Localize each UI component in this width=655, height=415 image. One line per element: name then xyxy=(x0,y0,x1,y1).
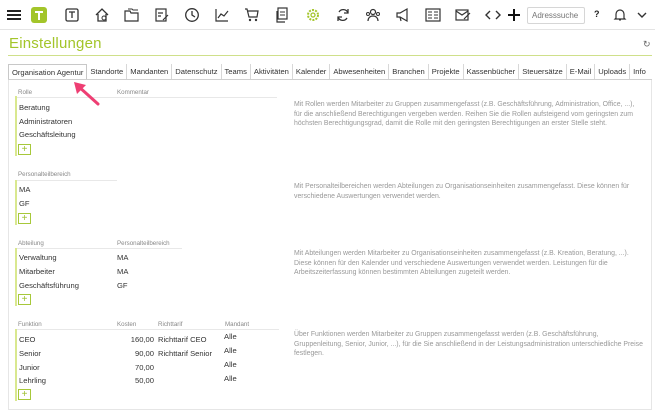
table-row-mandant: Alle xyxy=(224,360,237,369)
app-logo-icon[interactable] xyxy=(31,7,47,23)
list-item[interactable]: MA xyxy=(19,185,31,194)
table-row-mandant: Alle xyxy=(224,332,237,341)
envelope-edit-icon[interactable] xyxy=(455,7,471,23)
annotation-arrow xyxy=(72,80,102,110)
table-row-richttarif: Richttarif CEO xyxy=(158,335,207,344)
abteilung-bereich-header: Personalteilbereich xyxy=(117,240,170,247)
section-accent-bar xyxy=(15,329,17,401)
chevron-down-icon[interactable] xyxy=(634,7,650,23)
list-item[interactable]: Administratoren xyxy=(19,117,73,126)
tab-email[interactable]: E-Mail xyxy=(567,64,596,80)
table-row-kosten: 50,00 xyxy=(134,376,154,385)
tab-mandanten[interactable]: Mandanten xyxy=(127,64,172,80)
tab-teams[interactable]: Teams xyxy=(222,64,251,80)
tab-organisation-agentur[interactable]: Organisation Agentur xyxy=(8,64,87,80)
sync-icon[interactable] xyxy=(335,7,351,23)
section-accent-bar xyxy=(15,96,17,156)
table-row-name[interactable]: Junior xyxy=(19,363,40,372)
personalteilbereich-header: Personalteilbereich xyxy=(18,171,71,178)
search-input[interactable] xyxy=(527,7,585,24)
list-item[interactable]: GF xyxy=(19,199,30,208)
bell-icon[interactable] xyxy=(612,7,628,23)
calculator-icon[interactable] xyxy=(425,7,441,23)
add-rolle-button[interactable]: + xyxy=(18,144,31,155)
clock-icon[interactable] xyxy=(184,7,200,23)
tab-kassenbuecher[interactable]: Kassenbücher xyxy=(464,64,520,80)
table-row-bereich: MA xyxy=(117,267,129,276)
richttarif-header: Richttarif xyxy=(158,321,183,328)
add-abteilung-button[interactable]: + xyxy=(18,294,31,305)
table-row-bereich: GF xyxy=(117,281,128,290)
header-divider xyxy=(17,248,182,249)
line-chart-icon[interactable] xyxy=(214,7,230,23)
tab-branchen[interactable]: Branchen xyxy=(389,64,429,80)
header-divider xyxy=(17,97,277,98)
refresh-icon[interactable]: ↻ xyxy=(643,39,651,49)
funktion-description: Über Funktionen werden Mitarbeiter zu Gruppen zusammengefasst werden (z.B. Geschäftsführung, Gruppenleitung, Senior, Junior, ...), für die Sie anschließend in der Leistungsadministration unterschiedliche Preise festlegen. xyxy=(294,331,643,357)
tab-aktivitaeten[interactable]: Aktivitäten xyxy=(251,64,293,80)
tab-info[interactable]: Info xyxy=(633,67,646,76)
mandant-header: Mandant xyxy=(225,321,250,328)
kommentar-header: Kommentar xyxy=(117,89,149,96)
clipboard-edit-icon[interactable] xyxy=(154,7,170,23)
tab-content-panel xyxy=(8,80,652,410)
list-item[interactable]: Geschäftsleitung xyxy=(19,130,76,139)
section-accent-bar xyxy=(15,180,17,225)
table-row-mandant: Alle xyxy=(224,346,237,355)
page-title: Einstellungen xyxy=(9,35,102,52)
table-row-bereich: MA xyxy=(117,253,129,262)
tab-datenschutz[interactable]: Datenschutz xyxy=(172,64,221,80)
tab-steuersaetze[interactable]: Steuersätze xyxy=(519,64,567,80)
table-row-name[interactable]: Mitarbeiter xyxy=(19,267,55,276)
add-funktion-button[interactable]: + xyxy=(18,389,31,400)
documents-icon[interactable] xyxy=(274,7,290,23)
header-divider xyxy=(17,329,279,330)
section-accent-bar xyxy=(15,248,17,306)
code-icon[interactable] xyxy=(485,7,501,23)
top-toolbar xyxy=(0,0,655,30)
users-icon[interactable] xyxy=(365,7,381,23)
tab-standorte[interactable]: Standorte xyxy=(87,64,127,80)
gear-icon[interactable] xyxy=(305,7,321,23)
table-row-kosten: 90,00 xyxy=(134,349,154,358)
abteilung-header: Abteilung xyxy=(18,240,44,247)
tab-projekte[interactable]: Projekte xyxy=(429,64,464,80)
funktion-header: Funktion xyxy=(18,321,42,328)
plus-icon[interactable] xyxy=(506,7,522,23)
folders-icon[interactable] xyxy=(124,7,140,23)
table-row-name[interactable]: Lehrling xyxy=(19,376,47,385)
table-row-richttarif: Richttarif Senior xyxy=(158,349,213,358)
house-gear-icon[interactable] xyxy=(94,7,110,23)
help-button[interactable]: ? xyxy=(594,9,600,19)
tab-abwesenheiten[interactable]: Abwesenheiten xyxy=(330,64,389,80)
menu-icon[interactable] xyxy=(6,7,22,23)
table-row-kosten: 160,00 xyxy=(130,335,154,344)
kosten-header: Kosten xyxy=(117,321,137,328)
table-row-name[interactable]: Geschäftsführung xyxy=(19,281,79,290)
cart-icon[interactable] xyxy=(244,7,260,23)
newspaper-icon[interactable] xyxy=(64,7,80,23)
header-divider xyxy=(17,180,117,181)
table-row-name[interactable]: CEO xyxy=(19,335,36,344)
table-row-mandant: Alle xyxy=(224,374,237,383)
add-personalteilbereich-button[interactable]: + xyxy=(18,213,31,224)
rolle-header: Rolle xyxy=(18,89,33,96)
list-item[interactable]: Beratung xyxy=(19,103,50,112)
settings-tabs xyxy=(8,64,649,80)
table-row-kosten: 70,00 xyxy=(134,363,154,372)
table-row-name[interactable]: Senior xyxy=(19,349,41,358)
tab-uploads[interactable]: Uploads xyxy=(595,64,630,80)
rolle-description: Mit Rollen werden Mitarbeiter zu Gruppen zusammengefasst (z.B. Geschäftsführung, Administration, Office, ...), für die anschließend Berechtigungen vergeben werden. Reihen Sie die Rollen aufsteigend vom geringsten zum höchsten Berechtigungsgrad, damit die Rolle mit den geringsten Berechtigungen an erster Stelle steht. xyxy=(294,101,635,127)
personalteilbereich-description: Mit Personalteilbereichen werden Abteilungen zu Organisationseinheiten zusammengefasst. Diese können für verschiedene Auswertungen verwendet werden. xyxy=(294,183,630,200)
abteilung-description: Mit Abteilungen werden Mitarbeiter zu Organisationseinheiten zusammengefasst (z.B. Kreation, Beratung, ...). Diese können für den Kalender und verschiedene Auswertungen verwendet werden. Leistungen für die Arbeitszeiterfassung können bestimmten Abteilungen zugeteilt werden. xyxy=(294,250,629,276)
table-row-name[interactable]: Verwaltung xyxy=(19,253,57,262)
title-divider xyxy=(8,55,652,56)
megaphone-icon[interactable] xyxy=(395,7,411,23)
tab-kalender[interactable]: Kalender xyxy=(293,64,330,80)
